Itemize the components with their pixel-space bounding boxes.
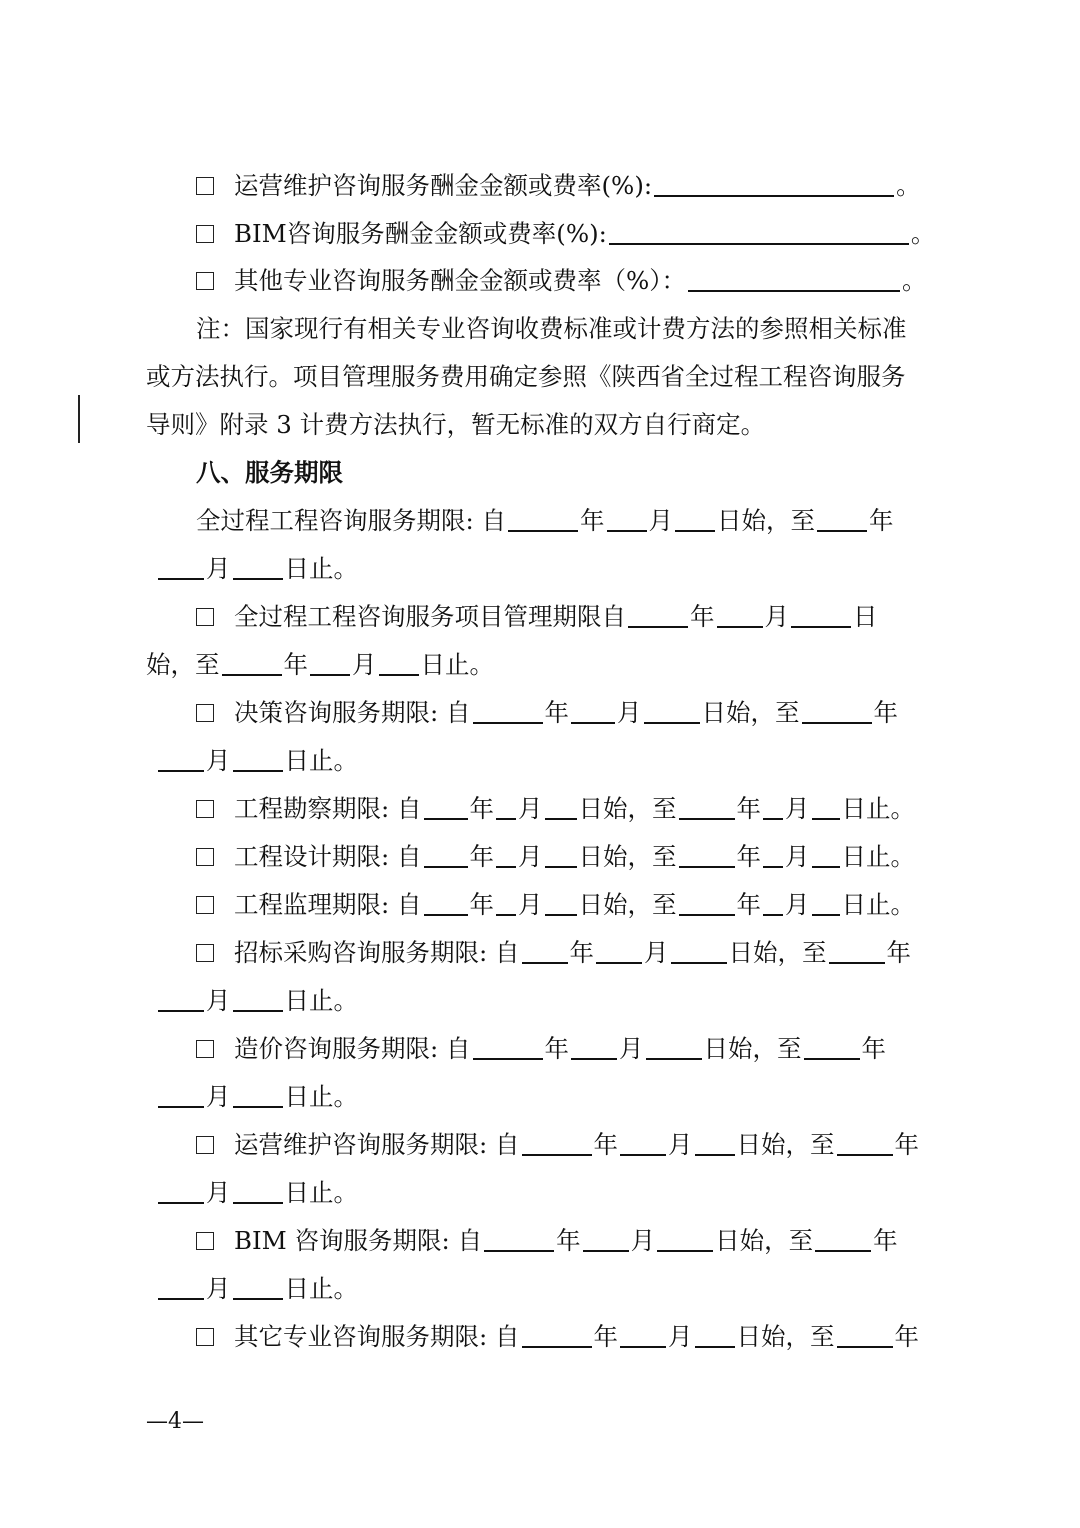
period-om-cont [0, 1171, 1080, 1215]
day-start-label: 日始，至 [717, 506, 816, 535]
month-label: 月 [619, 1034, 644, 1063]
day-start-label: 日始，至 [701, 698, 800, 727]
fill-blank[interactable] [679, 892, 735, 916]
fill-blank[interactable] [496, 796, 516, 820]
fill-blank[interactable] [695, 1132, 735, 1156]
period-cost-cont [0, 1075, 1080, 1119]
end-label: 日止。 [841, 842, 916, 871]
note-line-1: 注：国家现行有相关专业咨询收费标准或计费方法的参照相关标准 [196, 314, 907, 343]
period-pm-cont [0, 643, 1080, 687]
checkbox[interactable] [196, 896, 214, 914]
period-cost [0, 1027, 1080, 1071]
fill-blank[interactable] [791, 604, 851, 628]
day-start-label: 日始，至 [715, 1226, 814, 1255]
day-label: 日 [853, 602, 878, 631]
checkbox[interactable] [196, 225, 214, 243]
period-bim [0, 1219, 1080, 1263]
fill-blank[interactable] [679, 844, 735, 868]
period-other [0, 1315, 1080, 1359]
fee-label: 运营维护咨询服务酬金金额或费率(%): [234, 171, 653, 200]
year-label: 年 [544, 698, 570, 727]
fee-item-bim [0, 212, 1080, 256]
fill-blank[interactable] [424, 796, 468, 820]
month-label: 月 [785, 842, 810, 871]
day-start-label: 日始，至 [578, 890, 677, 919]
fill-blank[interactable] [804, 1036, 860, 1060]
period-bidding-cont [0, 979, 1080, 1023]
fill-blank[interactable] [496, 892, 516, 916]
fill-blank[interactable] [158, 556, 204, 580]
fill-blank[interactable] [620, 1132, 666, 1156]
fill-blank[interactable] [473, 700, 543, 724]
year-label: 年 [569, 938, 595, 967]
period-supervision [0, 883, 1080, 927]
fill-blank[interactable] [424, 844, 468, 868]
day-start-label: 日始，至 [578, 842, 677, 871]
year-label: 年 [469, 890, 495, 919]
fill-blank[interactable] [158, 988, 204, 1012]
fill-blank[interactable] [815, 1228, 871, 1252]
note-line-2: 或方法执行。项目管理服务费用确定参照《陕西省全过程工程咨询服务 [146, 362, 906, 391]
checkbox[interactable] [196, 177, 214, 195]
fill-blank[interactable] [545, 844, 577, 868]
fill-blank[interactable] [763, 844, 783, 868]
year-label: 年 [736, 794, 762, 823]
year-label: 年 [886, 938, 912, 967]
day-start-label: 日始，至 [736, 1322, 835, 1351]
year-label: 年 [894, 1130, 920, 1159]
period-label: 造价咨询服务期限: 自 [234, 1034, 471, 1063]
year-label: 年 [894, 1322, 920, 1351]
year-label: 年 [593, 1130, 619, 1159]
month-label: 月 [668, 1322, 693, 1351]
year-label: 年 [869, 506, 894, 535]
fill-blank[interactable] [158, 1276, 204, 1300]
fill-blank[interactable] [158, 1180, 204, 1204]
fill-blank[interactable] [233, 748, 283, 772]
fill-blank[interactable] [233, 1180, 283, 1204]
month-label: 月 [352, 650, 377, 679]
period-design [0, 835, 1080, 879]
period-label: 运营维护咨询服务期限: 自 [234, 1130, 520, 1159]
period-decision [0, 691, 1080, 735]
year-label: 年 [556, 1226, 581, 1255]
start-cont-label: 始，至 [146, 650, 220, 679]
day-start-label: 日始，至 [736, 1130, 835, 1159]
month-label: 月 [644, 938, 669, 967]
fill-blank[interactable] [644, 700, 700, 724]
fill-blank[interactable] [424, 892, 468, 916]
month-label: 月 [518, 794, 543, 823]
month-label: 月 [206, 1082, 231, 1111]
period-label: 全过程工程咨询服务项目管理期限自 [234, 602, 626, 631]
year-label: 年 [690, 602, 715, 631]
fill-blank[interactable] [671, 940, 727, 964]
fill-blank[interactable] [545, 892, 577, 916]
checkbox[interactable] [196, 1136, 214, 1154]
fill-blank[interactable] [688, 268, 900, 292]
year-label: 年 [469, 842, 495, 871]
fill-blank[interactable] [763, 892, 783, 916]
fill-blank[interactable] [654, 173, 894, 197]
month-label: 月 [617, 698, 642, 727]
fill-blank[interactable] [233, 556, 283, 580]
month-label: 月 [518, 890, 543, 919]
checkbox[interactable] [196, 272, 214, 290]
month-label: 月 [206, 1178, 231, 1207]
fill-blank[interactable] [158, 748, 204, 772]
fill-blank[interactable] [473, 1036, 543, 1060]
end-label: 日止。 [284, 554, 358, 583]
year-label: 年 [873, 1226, 898, 1255]
checkbox[interactable] [196, 800, 214, 818]
fill-blank[interactable] [817, 508, 867, 532]
fill-blank[interactable] [802, 700, 872, 724]
period-decision-cont [0, 739, 1080, 783]
month-label: 月 [648, 506, 674, 535]
fill-blank[interactable] [571, 700, 615, 724]
fill-blank[interactable] [717, 604, 763, 628]
fill-blank[interactable] [763, 796, 783, 820]
note-line-3: 导则》附录 3 计费方法执行，暂无标准的双方自行商定。 [146, 410, 766, 439]
fee-label: 其他专业咨询服务酬金金额或费率（%）： [234, 266, 687, 295]
period-overall-cont [0, 547, 1080, 591]
end-label: 日止。 [284, 1082, 358, 1111]
fill-blank[interactable] [812, 844, 840, 868]
year-label: 年 [544, 1034, 570, 1063]
year-label: 年 [469, 794, 495, 823]
fill-blank[interactable] [484, 1228, 554, 1252]
fill-blank[interactable] [158, 1084, 204, 1108]
checkbox[interactable] [196, 1328, 214, 1346]
fill-blank[interactable] [522, 1324, 592, 1348]
year-label: 年 [283, 650, 308, 679]
end-label: 日止。 [841, 890, 916, 919]
month-label: 月 [630, 1226, 656, 1255]
fill-blank[interactable] [545, 796, 577, 820]
fill-blank[interactable] [496, 844, 516, 868]
month-label: 月 [785, 890, 810, 919]
end-label: 日止。 [284, 746, 358, 775]
period-label: 工程勘察期限: 自 [234, 794, 422, 823]
fill-blank[interactable] [837, 1324, 893, 1348]
end-label: 日止。 [284, 1274, 358, 1303]
fill-blank[interactable] [679, 796, 735, 820]
period-om [0, 1123, 1080, 1167]
fill-blank[interactable] [628, 604, 688, 628]
margin-mark [78, 395, 80, 443]
year-label: 年 [736, 890, 762, 919]
fill-blank[interactable] [310, 652, 350, 676]
fill-blank[interactable] [812, 796, 840, 820]
checkbox[interactable] [196, 1232, 214, 1250]
period-pm [0, 595, 1080, 639]
fill-blank[interactable] [812, 892, 840, 916]
fill-blank[interactable] [508, 508, 578, 532]
end-label: 日止。 [420, 650, 494, 679]
period-mark: 。 [896, 171, 921, 200]
year-label: 年 [873, 698, 899, 727]
period-label: 其它专业咨询服务期限: 自 [234, 1322, 520, 1351]
fill-blank[interactable] [233, 1276, 283, 1300]
period-label: BIM 咨询服务期限: 自 [234, 1226, 483, 1255]
year-label: 年 [861, 1034, 887, 1063]
day-start-label: 日始，至 [578, 794, 677, 823]
period-mark: 。 [902, 266, 927, 295]
year-label: 年 [580, 506, 605, 535]
month-label: 月 [206, 986, 231, 1015]
period-label: 工程设计期限: 自 [234, 842, 422, 871]
period-bim-cont [0, 1267, 1080, 1311]
month-label: 月 [206, 746, 231, 775]
fill-blank[interactable] [657, 1228, 713, 1252]
fill-blank[interactable] [222, 652, 282, 676]
section-title: 八、服务期限 [196, 458, 343, 487]
period-label: 决策咨询服务期限: 自 [234, 698, 471, 727]
period-mark: 。 [910, 219, 936, 248]
month-label: 月 [785, 794, 810, 823]
page-number: —4— [146, 1409, 204, 1434]
checkbox[interactable] [196, 704, 214, 722]
end-label: 日止。 [284, 986, 358, 1015]
period-bidding [0, 931, 1080, 975]
fee-item-other [0, 259, 1080, 303]
fill-blank[interactable] [646, 1036, 702, 1060]
year-label: 年 [593, 1322, 619, 1351]
period-overall [0, 499, 1080, 543]
fill-blank[interactable] [233, 988, 283, 1012]
day-start-label: 日始，至 [728, 938, 827, 967]
fill-blank[interactable] [583, 1228, 629, 1252]
checkbox[interactable] [196, 848, 214, 866]
period-label: 全过程工程咨询服务期限: 自 [196, 506, 507, 535]
checkbox[interactable] [196, 1040, 214, 1058]
fill-blank[interactable] [571, 1036, 617, 1060]
fill-blank[interactable] [829, 940, 885, 964]
year-label: 年 [736, 842, 762, 871]
fill-blank[interactable] [522, 1132, 592, 1156]
day-start-label: 日始，至 [703, 1034, 802, 1063]
fill-blank[interactable] [522, 940, 568, 964]
month-label: 月 [206, 554, 231, 583]
fill-blank[interactable] [675, 508, 715, 532]
fill-blank[interactable] [596, 940, 642, 964]
fee-item-om [0, 164, 1080, 208]
month-label: 月 [518, 842, 543, 871]
checkbox[interactable] [196, 944, 214, 962]
fill-blank[interactable] [609, 221, 909, 245]
fill-blank[interactable] [837, 1132, 893, 1156]
period-survey [0, 787, 1080, 831]
month-label: 月 [668, 1130, 693, 1159]
end-label: 日止。 [841, 794, 916, 823]
fill-blank[interactable] [233, 1084, 283, 1108]
fee-label: BIM咨询服务酬金金额或费率(%): [234, 219, 607, 248]
fill-blank[interactable] [695, 1324, 735, 1348]
end-label: 日止。 [284, 1178, 358, 1207]
fill-blank[interactable] [379, 652, 419, 676]
period-label: 工程监理期限: 自 [234, 890, 422, 919]
period-label: 招标采购咨询服务期限: 自 [234, 938, 520, 967]
month-label: 月 [206, 1274, 231, 1303]
checkbox[interactable] [196, 608, 214, 626]
month-label: 月 [764, 602, 789, 631]
fill-blank[interactable] [620, 1324, 666, 1348]
fill-blank[interactable] [607, 508, 647, 532]
